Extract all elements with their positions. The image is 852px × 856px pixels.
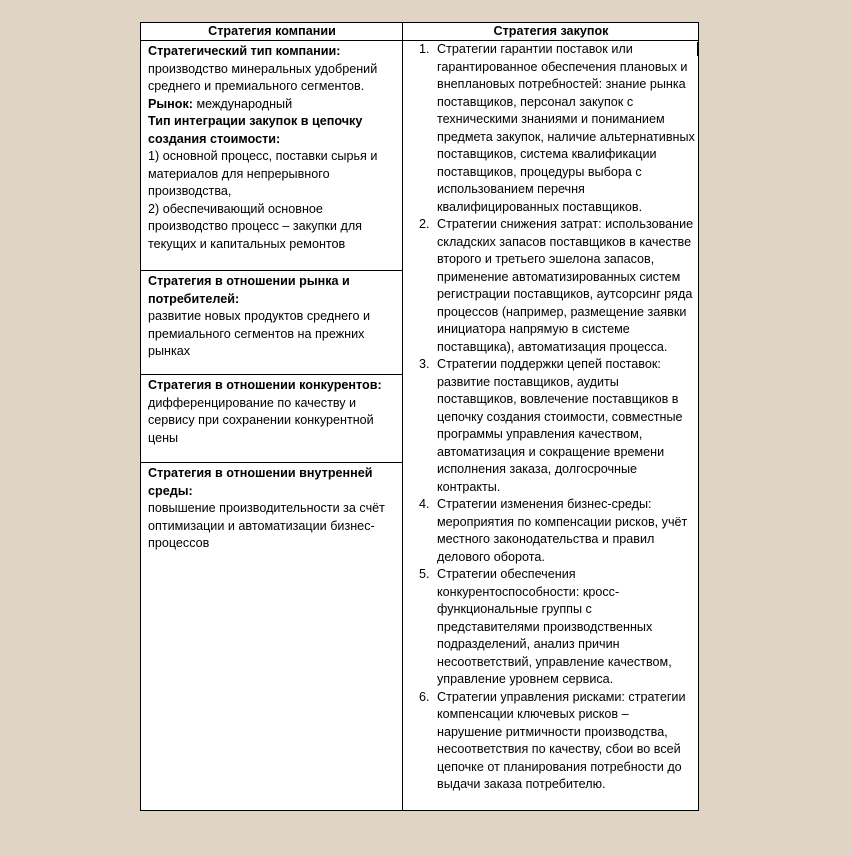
- cell-company-type: [141, 41, 402, 253]
- list-text: Стратегии изменения бизнес-среды: мероприятия по компенсации рисков, учёт местного законодательства и правил делового оборота.: [437, 497, 688, 564]
- list-number: 3.: [419, 357, 430, 371]
- header-procurement-strategy: Стратегия закупок: [493, 24, 609, 38]
- competitor-strategy-text: дифференцирование по качеству и сервису при сохранении конкурентной цены: [148, 395, 374, 445]
- market-strategy-text: развитие новых продуктов среднего и премиального сегментов на прежних рынках: [148, 309, 371, 358]
- list-text: Стратегии гарантии поставок или гарантированное обеспечения плановых и внеплановых потребностей: знание рынка поставщиков, персонал закупок с техническими знаниями и пониманием предмета закупок, наличие альтернативных поставщиков, система квалификации поставщиков, процедуры выбора с использованием перечня квалифицированных поставщиков.: [437, 42, 695, 214]
- list-number: 2.: [419, 217, 430, 231]
- list-item: [403, 41, 699, 216]
- cell-competitor-strategy: [141, 375, 402, 447]
- header-company-strategy: Стратегия компании: [208, 24, 336, 38]
- internal-strategy-label: Стратегия в отношении внутренней среды:: [148, 466, 373, 498]
- integration-label: Тип интеграции закупок в цепочку создания стоимости:: [148, 114, 363, 146]
- company-type-label: Стратегический тип компании:: [148, 44, 341, 58]
- list-number: 6.: [419, 689, 430, 704]
- list-number: 1.: [419, 42, 430, 56]
- list-text: Стратегии поддержки цепей поставок: развитие поставщиков, аудиты поставщиков, вовлечение поставщиков в цепочку создания стоимости, совместные программы управления качеством, автоматизация и сокращение времени исполнения заказа, долгосрочные контракты.: [437, 357, 683, 494]
- list-item: [403, 496, 699, 566]
- list-text: Стратегии снижения затрат: использование складских запасов поставщиков в качестве второго и третьего эшелона запасов, применение автоматизированных систем регистрации поставщиков, аутсорсинг ряда процессов (например, размещение заявки инициатора напрямую в системе поставщика), автоматизация процесса.: [437, 217, 694, 354]
- market-label: Рынок:: [148, 96, 193, 111]
- cell-market-strategy: [141, 271, 402, 361]
- competitor-strategy-label: Стратегия в отношении конкурентов:: [148, 378, 382, 392]
- list-item: [403, 216, 699, 356]
- integration-item-2: 2) обеспечивающий основное производство процесс – закупки для текущих и капитальных ремонтов: [148, 201, 362, 251]
- list-number: 5.: [419, 567, 430, 581]
- company-type-text: производство минеральных удобрений среднего и премиального сегментов.: [148, 61, 378, 93]
- market-strategy-label: Стратегия в отношении рынка и потребителей:: [148, 274, 350, 306]
- list-text: Стратегии управления рисками: стратегии компенсации ключевых рисков – нарушение ритмичности производства, несоответствия по качеству, сбои во всей цепочке от планирования потребности до выдачи заказа потребителю.: [437, 689, 686, 791]
- internal-strategy-text: повышение производительности за счёт оптимизации и автоматизации бизнес-процессов: [148, 501, 385, 550]
- list-text: Стратегии обеспечения конкурентоспособности: кросс-функциональные группы с представителями производственных подразделений, анализ причин несоответствий, управление качеством, управление уровнем сервиса.: [437, 567, 672, 686]
- list-item: [403, 689, 699, 794]
- strategy-table: [140, 22, 699, 811]
- table-header-row: [141, 23, 698, 41]
- list-number: 4.: [419, 497, 430, 511]
- text-cursor: [697, 42, 698, 56]
- procurement-strategy-cell: [403, 41, 699, 794]
- integration-item-1: 1) основной процесс, поставки сырья и материалов для непрерывного производства,: [148, 149, 378, 198]
- market-value: международный: [196, 96, 293, 111]
- list-item: [403, 566, 699, 689]
- cell-internal-strategy: [141, 463, 402, 553]
- list-item: [403, 356, 699, 496]
- procurement-strategy-list: [403, 41, 699, 794]
